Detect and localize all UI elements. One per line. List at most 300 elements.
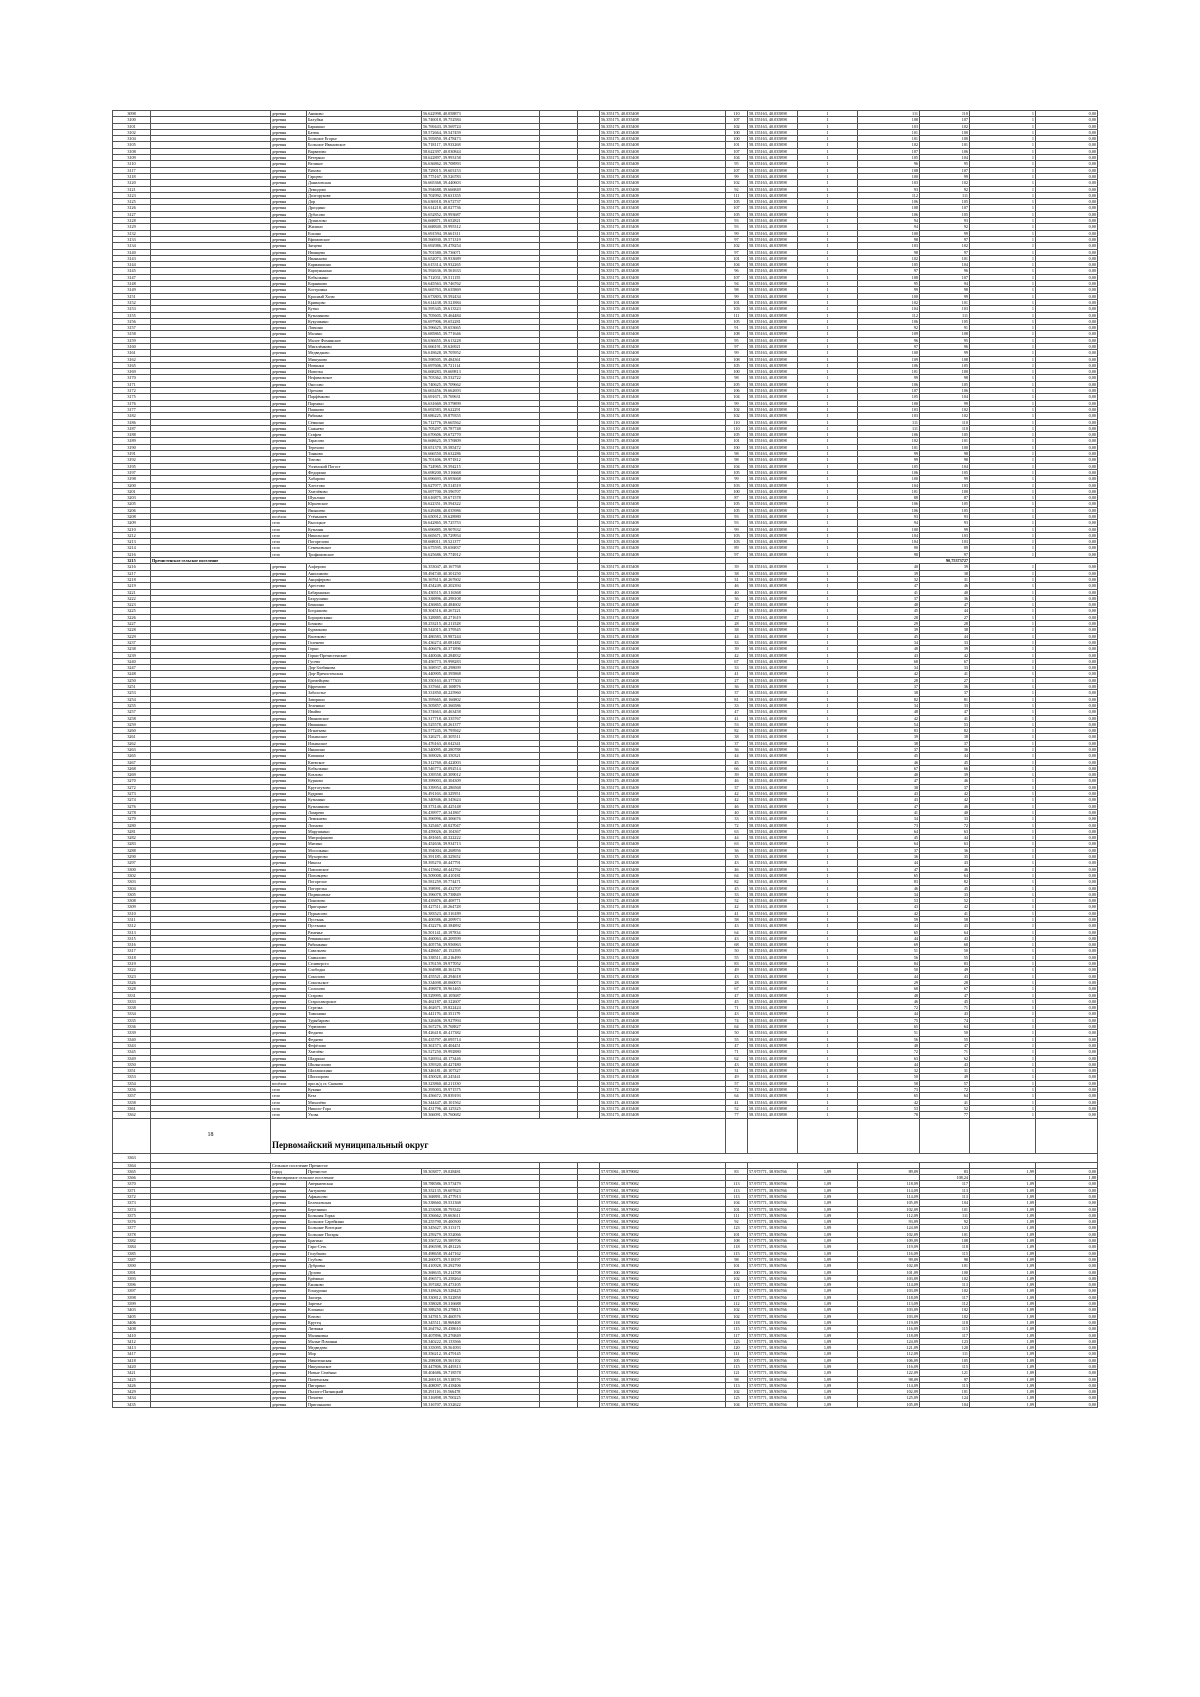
table-cell: 56.668283, 39.669813 bbox=[422, 369, 540, 375]
table-cell: 3405 bbox=[113, 1313, 151, 1319]
table-cell: 1 bbox=[970, 658, 1036, 664]
table-cell: 57.975771, 38.956766 bbox=[748, 1401, 798, 1407]
table-cell: 101 bbox=[920, 1263, 970, 1269]
table-cell: 1 bbox=[798, 413, 858, 419]
table-cell: 58.155163, 40.035898 bbox=[748, 205, 798, 211]
table-cell: 56.355175, 40.035408 bbox=[600, 236, 726, 242]
table-cell: 58.395270, 40.447791 bbox=[422, 860, 540, 866]
table-cell: Ёжиково bbox=[307, 1282, 422, 1288]
table-cell: 31 bbox=[920, 1068, 970, 1074]
table-cell: 3158 bbox=[113, 331, 151, 337]
table-cell: Угрюмово bbox=[307, 1024, 422, 1030]
table-cell: село bbox=[271, 520, 307, 526]
table-cell: 42 bbox=[858, 910, 920, 916]
table-cell: 0,00 bbox=[1036, 136, 1098, 142]
table-cell: 56.665671, 39.729954 bbox=[422, 532, 540, 538]
table-cell: 99 bbox=[726, 526, 748, 532]
table-cell: 3349 bbox=[113, 1055, 151, 1061]
table-cell: 1,09 bbox=[970, 1200, 1036, 1206]
table-cell: 0,00 bbox=[1036, 621, 1098, 627]
table-cell: 56.398991, 40.432707 bbox=[422, 885, 540, 891]
table-cell: 113 bbox=[726, 1193, 748, 1199]
table-cell: 56.355175, 40.035408 bbox=[600, 117, 726, 123]
table-cell: 1 bbox=[798, 702, 858, 708]
table-cell: 1,09 bbox=[970, 1319, 1036, 1325]
table-cell: деревня bbox=[271, 702, 307, 708]
table-cell: 56.355175, 40.035408 bbox=[600, 866, 726, 872]
table-cell: Ильинское bbox=[307, 734, 422, 740]
table-cell: 56.415662, 40.442762 bbox=[422, 866, 540, 872]
table-cell: 58.155163, 40.035898 bbox=[748, 161, 798, 167]
table-cell: 57.975771, 38.956766 bbox=[748, 1357, 798, 1363]
table-cell: 53 bbox=[858, 898, 920, 904]
table-cell: Глубово bbox=[307, 1256, 422, 1262]
table-cell: 106 bbox=[858, 507, 920, 513]
table-cell: 93 bbox=[858, 186, 920, 192]
table-cell: 58.155163, 40.035898 bbox=[748, 281, 798, 287]
table-cell: Киевское bbox=[307, 759, 422, 765]
table-cell: Шадрино bbox=[307, 1055, 422, 1061]
table-cell: 58.155163, 40.035898 bbox=[748, 910, 798, 916]
table-cell: 56.395665, 40.166802 bbox=[422, 696, 540, 702]
table-cell: 37 bbox=[858, 746, 920, 752]
table-cell: 1 bbox=[970, 923, 1036, 929]
table-cell: 56.355175, 40.035408 bbox=[600, 684, 726, 690]
table-cell: 3265 bbox=[113, 753, 151, 759]
table-cell: 101 bbox=[920, 1389, 970, 1395]
table-cell: 58.318626, 39.528425 bbox=[422, 1288, 540, 1294]
table-cell: 47 bbox=[920, 1042, 970, 1048]
table-cell: 111 bbox=[726, 1351, 748, 1357]
table-cell: 1 bbox=[798, 614, 858, 620]
table-cell: 75 bbox=[858, 1017, 920, 1023]
table-cell: 1 bbox=[970, 394, 1036, 400]
table-cell: 56.355175, 40.035408 bbox=[600, 1011, 726, 1017]
table-cell: 3358 bbox=[113, 1099, 151, 1105]
table-cell: Корниково bbox=[307, 281, 422, 287]
table-cell: деревня bbox=[271, 362, 307, 368]
table-cell: 58.253215, 40.211528 bbox=[422, 621, 540, 627]
table-cell: 0,00 bbox=[1036, 1036, 1098, 1042]
table-cell: 113 bbox=[726, 1187, 748, 1193]
table-cell: деревня bbox=[271, 1401, 307, 1407]
table-cell: деревня bbox=[271, 293, 307, 299]
table-cell: 36 bbox=[920, 847, 970, 853]
table-cell: Ивайво bbox=[307, 709, 422, 715]
table-cell: 3250 bbox=[113, 677, 151, 683]
table-cell: 1,09 bbox=[970, 1250, 1036, 1256]
table-cell: 57.973961, 38.979082 bbox=[600, 1313, 726, 1319]
table-cell: деревня bbox=[271, 173, 307, 179]
table-cell: 3262 bbox=[113, 740, 151, 746]
table-cell: 3171 bbox=[113, 381, 151, 387]
table-cell: 56.526934, 40.173446 bbox=[422, 1055, 540, 1061]
table-cell: 3331 bbox=[113, 992, 151, 998]
table-cell: 58.155163, 40.035898 bbox=[748, 929, 798, 935]
table-cell: Ветеряно bbox=[307, 155, 422, 161]
table-cell: 58.155163, 40.035898 bbox=[748, 1068, 798, 1074]
table-cell: 1 bbox=[798, 199, 858, 205]
table-cell: 1 bbox=[798, 255, 858, 261]
table-cell: 108 bbox=[726, 356, 748, 362]
table-cell: 121 bbox=[920, 1370, 970, 1376]
table-cell: 39 bbox=[726, 772, 748, 778]
table-cell: 73 bbox=[858, 822, 920, 828]
table-cell: 3425 bbox=[113, 1376, 151, 1382]
table-cell: 51 bbox=[858, 948, 920, 954]
table-cell: 0,00 bbox=[1036, 1389, 1098, 1395]
table-cell: 0,00 bbox=[1036, 1112, 1098, 1118]
table-cell: 58.347815, 39.460576 bbox=[422, 1313, 540, 1319]
table-cell: 56.396996, 40.306676 bbox=[422, 816, 540, 822]
table-cell: 56.355175, 40.035408 bbox=[600, 1049, 726, 1055]
table-cell: 58.155163, 40.035898 bbox=[748, 362, 798, 368]
table-cell: 95 bbox=[858, 281, 920, 287]
table-cell: 111 bbox=[920, 1212, 970, 1218]
table-cell: 44 bbox=[726, 835, 748, 841]
table-cell: 58.155163, 40.035898 bbox=[748, 148, 798, 154]
table-cell: деревня bbox=[271, 444, 307, 450]
table-cell: 40 bbox=[726, 809, 748, 815]
table-cell: Аниково bbox=[307, 111, 422, 117]
table-cell: 56.355175, 40.035408 bbox=[600, 677, 726, 683]
table-cell: 56.691594, 39.661311 bbox=[422, 230, 540, 236]
table-cell: 56.355175, 40.035408 bbox=[600, 898, 726, 904]
table-cell: 57.973961, 38.979082 bbox=[600, 1231, 726, 1237]
table-cell: 58.155163, 40.035898 bbox=[748, 236, 798, 242]
table-cell: 110 bbox=[726, 111, 748, 117]
table-cell: 49 bbox=[920, 967, 970, 973]
table-cell: 63 bbox=[726, 828, 748, 834]
table-cell: 58.529995, 40.105687 bbox=[422, 992, 540, 998]
table-cell: 1 bbox=[798, 753, 858, 759]
table-cell: деревня bbox=[271, 1181, 307, 1187]
table-cell: 96 bbox=[920, 343, 970, 349]
table-cell: Заозерь bbox=[307, 1294, 422, 1300]
table-cell: деревня bbox=[271, 879, 307, 885]
table-cell: деревня bbox=[271, 778, 307, 784]
table-cell: 114,09 bbox=[858, 1193, 920, 1199]
table-cell: 0,00 bbox=[1036, 1364, 1098, 1370]
table-cell: 58.155163, 40.035898 bbox=[748, 375, 798, 381]
table-cell: 56.364988, 40.361276 bbox=[422, 967, 540, 973]
table-cell: деревня bbox=[271, 614, 307, 620]
table-cell: 58.291116, 39.566478 bbox=[422, 1389, 540, 1395]
table-cell: 98 bbox=[858, 249, 920, 255]
table-cell: 64 bbox=[726, 872, 748, 878]
table-cell: 1 bbox=[970, 954, 1036, 960]
table-cell: 56.355175, 40.035408 bbox=[600, 230, 726, 236]
table-cell: 0,00 bbox=[1036, 1087, 1098, 1093]
table-cell: 36 bbox=[920, 746, 970, 752]
table-cell: Дор-Злобинова bbox=[307, 665, 422, 671]
table-cell: Антушево bbox=[307, 1187, 422, 1193]
table-cell: 56.645563, 39.746762 bbox=[422, 281, 540, 287]
table-cell: 3260 bbox=[113, 728, 151, 734]
table-cell: 1 bbox=[798, 218, 858, 224]
table-cell: 56.355175, 40.035408 bbox=[600, 111, 726, 117]
table-cell: 47 bbox=[726, 709, 748, 715]
table-cell: деревня bbox=[271, 274, 307, 280]
table-cell bbox=[970, 1118, 1036, 1153]
table-cell: 0,00 bbox=[1036, 1074, 1098, 1080]
table-cell: Федяево bbox=[307, 1030, 422, 1036]
table-cell: 56.355175, 40.035408 bbox=[600, 652, 726, 658]
table-cell: 64 bbox=[726, 1024, 748, 1030]
table-cell: 1 bbox=[798, 476, 858, 482]
table-cell: село bbox=[271, 1099, 307, 1105]
table-cell: 100 bbox=[726, 369, 748, 375]
table-cell: 1 bbox=[970, 1087, 1036, 1093]
table-cell: Тимонино bbox=[307, 1011, 422, 1017]
table-cell bbox=[151, 1153, 1098, 1162]
table-cell: 1 bbox=[798, 243, 858, 249]
table-cell: 0,00 bbox=[1036, 576, 1098, 582]
table-cell: 0,00 bbox=[1036, 948, 1098, 954]
table-cell: 0,00 bbox=[1036, 551, 1098, 557]
table-cell: 3335 bbox=[113, 1017, 151, 1023]
table-cell: 31 bbox=[726, 576, 748, 582]
table-cell: 1 bbox=[970, 728, 1036, 734]
table-cell: 1 bbox=[798, 123, 858, 129]
table-cell: 3238 bbox=[113, 646, 151, 652]
table-cell: 56.355175, 40.035408 bbox=[600, 784, 726, 790]
table-cell: 56.622998, 40.058873 bbox=[422, 111, 540, 117]
table-cell: 45 bbox=[858, 753, 920, 759]
table-cell: 1 bbox=[970, 564, 1036, 570]
table-cell: деревня bbox=[271, 954, 307, 960]
table-cell: 56.355175, 40.035408 bbox=[600, 917, 726, 923]
table-cell: 113 bbox=[726, 1382, 748, 1388]
table-cell: 56.355175, 40.035408 bbox=[600, 614, 726, 620]
table-cell: 57.973961, 38.979082 bbox=[600, 1319, 726, 1325]
table-cell: 58.155163, 40.035898 bbox=[748, 1036, 798, 1042]
table-cell: 58.253008, 38.793342 bbox=[422, 1206, 540, 1212]
table-cell: 97 bbox=[726, 343, 748, 349]
table-cell: 3132 bbox=[113, 230, 151, 236]
table-cell: 56.355175, 40.035408 bbox=[600, 350, 726, 356]
table-cell: деревня bbox=[271, 1382, 307, 1388]
table-cell: 55 bbox=[920, 1036, 970, 1042]
table-cell: Ивашкино bbox=[307, 721, 422, 727]
table-cell: Игнатьево bbox=[307, 728, 422, 734]
table-cell: Селиверсто bbox=[307, 961, 422, 967]
table-cell: 0,00 bbox=[1036, 205, 1098, 211]
table-cell: 44 bbox=[858, 1061, 920, 1067]
table-cell: 0,00 bbox=[1036, 1301, 1098, 1307]
table-cell: 57.975771, 38.956766 bbox=[748, 1187, 798, 1193]
table-cell: 3212 bbox=[113, 532, 151, 538]
table-cell: 3336 bbox=[113, 1024, 151, 1030]
table-cell: 56.670606, 39.672770 bbox=[422, 432, 540, 438]
table-cell: 57.975771, 38.956766 bbox=[748, 1282, 798, 1288]
table-cell: 56.430515, 40.316368 bbox=[422, 589, 540, 595]
table-cell: 0,00 bbox=[1036, 438, 1098, 444]
table-cell: 105,09 bbox=[858, 1200, 920, 1206]
table-cell: 28 bbox=[726, 979, 748, 985]
table-cell: 57.973961, 38.979082 bbox=[600, 1288, 726, 1294]
table-cell: 43 bbox=[726, 1011, 748, 1017]
table-cell: 43 bbox=[726, 860, 748, 866]
table-cell: 93 bbox=[920, 520, 970, 526]
table-cell: деревня bbox=[271, 740, 307, 746]
table-cell: 106 bbox=[858, 362, 920, 368]
table-cell: 0,00 bbox=[1036, 243, 1098, 249]
table-cell: 58.155163, 40.035898 bbox=[748, 155, 798, 161]
table-cell: 1 bbox=[798, 1017, 858, 1023]
table-cell: 56.355175, 40.035408 bbox=[600, 476, 726, 482]
table-cell: Анисимово bbox=[307, 570, 422, 576]
table-cell: Голенево bbox=[307, 639, 422, 645]
table-cell: 0,00 bbox=[1036, 633, 1098, 639]
table-cell: Кармашкино bbox=[307, 262, 422, 268]
table-cell: 100 bbox=[726, 136, 748, 142]
table-cell: 115 bbox=[726, 1250, 748, 1256]
table-cell: Крутец bbox=[307, 1319, 422, 1325]
table-cell: 45 bbox=[920, 998, 970, 1004]
table-cell: 29 bbox=[858, 979, 920, 985]
table-cell: 111 bbox=[920, 312, 970, 318]
table-cell: Кузьмин bbox=[307, 526, 422, 532]
table-cell: 58.155163, 40.035898 bbox=[748, 224, 798, 230]
table-cell: 56.696885, 39.907632 bbox=[422, 526, 540, 532]
table-cell: 58.155163, 40.035898 bbox=[748, 1017, 798, 1023]
table-cell: 1 bbox=[798, 646, 858, 652]
table-cell: 43 bbox=[920, 923, 970, 929]
table-cell: 3144 bbox=[113, 262, 151, 268]
table-cell: 56.355175, 40.035408 bbox=[600, 822, 726, 828]
table-cell: 58.155163, 40.035898 bbox=[748, 545, 798, 551]
table-cell: 56.355175, 40.035408 bbox=[600, 211, 726, 217]
table-cell: 56.355175, 40.035408 bbox=[600, 639, 726, 645]
table-cell: 56.355175, 40.035408 bbox=[600, 759, 726, 765]
table-cell: 0,00 bbox=[1036, 224, 1098, 230]
table-cell: 1 bbox=[798, 967, 858, 973]
table-cell: 1 bbox=[970, 331, 1036, 337]
table-cell: 56.355175, 40.035408 bbox=[600, 816, 726, 822]
table-cell: 106 bbox=[858, 381, 920, 387]
table-cell: 33 bbox=[920, 702, 970, 708]
table-cell: 56.355175, 40.035408 bbox=[600, 199, 726, 205]
table-cell: 0,00 bbox=[1036, 690, 1098, 696]
table-cell: Никольское bbox=[307, 532, 422, 538]
table-cell: 56.355175, 40.035408 bbox=[600, 432, 726, 438]
table-cell: 1 bbox=[798, 425, 858, 431]
table-cell: Долгорукове bbox=[307, 192, 422, 198]
table-cell: 1,09 bbox=[970, 1395, 1036, 1401]
table-cell: 91 bbox=[726, 325, 748, 331]
table-cell: 43 bbox=[858, 791, 920, 797]
table-cell: деревня bbox=[271, 262, 307, 268]
table-cell: деревня bbox=[271, 1244, 307, 1250]
table-cell: Лемишево bbox=[307, 816, 422, 822]
table-cell: 57.973961, 38.979082 bbox=[600, 1401, 726, 1407]
table-cell: 103 bbox=[858, 406, 920, 412]
table-cell: 58.622897, 39.993158 bbox=[422, 155, 540, 161]
table-cell: Митино bbox=[307, 841, 422, 847]
table-cell bbox=[748, 1118, 798, 1153]
table-cell: деревня bbox=[271, 111, 307, 117]
table-cell: 58.155163, 40.035898 bbox=[748, 381, 798, 387]
table-cell: 56.355175, 40.035408 bbox=[600, 495, 726, 501]
table-cell: 47 bbox=[858, 583, 920, 589]
table-cell: 29 bbox=[858, 621, 920, 627]
table-cell: 44 bbox=[858, 935, 920, 941]
table-cell: деревня bbox=[271, 186, 307, 192]
table-cell: 56.355175, 40.035408 bbox=[600, 1080, 726, 1086]
table-cell: 3098 bbox=[113, 111, 151, 117]
table-cell: 56.692986, 39.478254 bbox=[422, 243, 540, 249]
table-cell: 1 bbox=[970, 350, 1036, 356]
table-cell: Зятцево bbox=[307, 243, 422, 249]
table-cell: 56.374663, 40.463458 bbox=[422, 709, 540, 715]
table-cell: 58.155163, 40.035898 bbox=[748, 199, 798, 205]
table-cell: деревня bbox=[271, 1313, 307, 1319]
table-cell: 1 bbox=[798, 381, 858, 387]
table-cell: 0,00 bbox=[1036, 306, 1098, 312]
table-cell: 28 bbox=[858, 614, 920, 620]
table-cell: 56.697700, 39.596707 bbox=[422, 488, 540, 494]
table-cell: 1 bbox=[970, 797, 1036, 803]
table-cell: 1 bbox=[798, 451, 858, 457]
table-cell: 1 bbox=[798, 262, 858, 268]
table-cell: 3426 bbox=[113, 1382, 151, 1388]
table-cell: 1 bbox=[970, 312, 1036, 318]
table-cell: 56.355175, 40.035408 bbox=[600, 803, 726, 809]
table-cell: Семеновское bbox=[307, 545, 422, 551]
table-cell: 0,00 bbox=[1036, 854, 1098, 860]
table-cell: 56.355175, 40.035408 bbox=[600, 406, 726, 412]
table-cell: 57.973961, 38.979082 bbox=[600, 1382, 726, 1388]
table-cell: 105 bbox=[920, 432, 970, 438]
table-cell: 102 bbox=[726, 1313, 748, 1319]
table-cell: 1 bbox=[798, 173, 858, 179]
table-cell: 99 bbox=[858, 457, 920, 463]
table-cell: 1 bbox=[970, 904, 1036, 910]
table-cell: Шалашихино bbox=[307, 1068, 422, 1074]
table-cell: 101 bbox=[726, 1206, 748, 1212]
table-cell: 33 bbox=[726, 816, 748, 822]
table-cell: 45 bbox=[858, 835, 920, 841]
table-cell: Федорино bbox=[307, 469, 422, 475]
table-cell: Сёмкино bbox=[307, 419, 422, 425]
table-cell: 1 bbox=[798, 400, 858, 406]
table-cell: Дор bbox=[307, 199, 422, 205]
table-cell: 56.631669, 39.579899 bbox=[422, 400, 540, 406]
table-cell: деревня bbox=[271, 1376, 307, 1382]
table-cell: 1 bbox=[970, 482, 1036, 488]
table-cell: Солохово bbox=[307, 986, 422, 992]
table-cell: 108 bbox=[920, 1238, 970, 1244]
table-cell: 58.155163, 40.035898 bbox=[748, 891, 798, 897]
table-cell: деревня bbox=[271, 979, 307, 985]
table-cell: 1,09 bbox=[970, 1282, 1036, 1288]
table-cell: 57.973961, 38.979082 bbox=[600, 1282, 726, 1288]
table-cell: 0,00 bbox=[1036, 186, 1098, 192]
table-cell: 1,09 bbox=[798, 1269, 858, 1275]
table-cell: деревня bbox=[271, 576, 307, 582]
table-cell: деревня bbox=[271, 1011, 307, 1017]
table-cell: 105 bbox=[726, 501, 748, 507]
table-cell: 56.355175, 40.035408 bbox=[600, 967, 726, 973]
table-cell: 3269 bbox=[113, 772, 151, 778]
table-cell: деревня bbox=[271, 803, 307, 809]
table-cell: 1,09 bbox=[970, 1338, 1036, 1344]
table-cell: Успенский Погост bbox=[307, 463, 422, 469]
table-cell: 58.155163, 40.035898 bbox=[748, 230, 798, 236]
document-sheet bbox=[112, 110, 1097, 1408]
table-cell: Дулово bbox=[307, 1269, 422, 1275]
